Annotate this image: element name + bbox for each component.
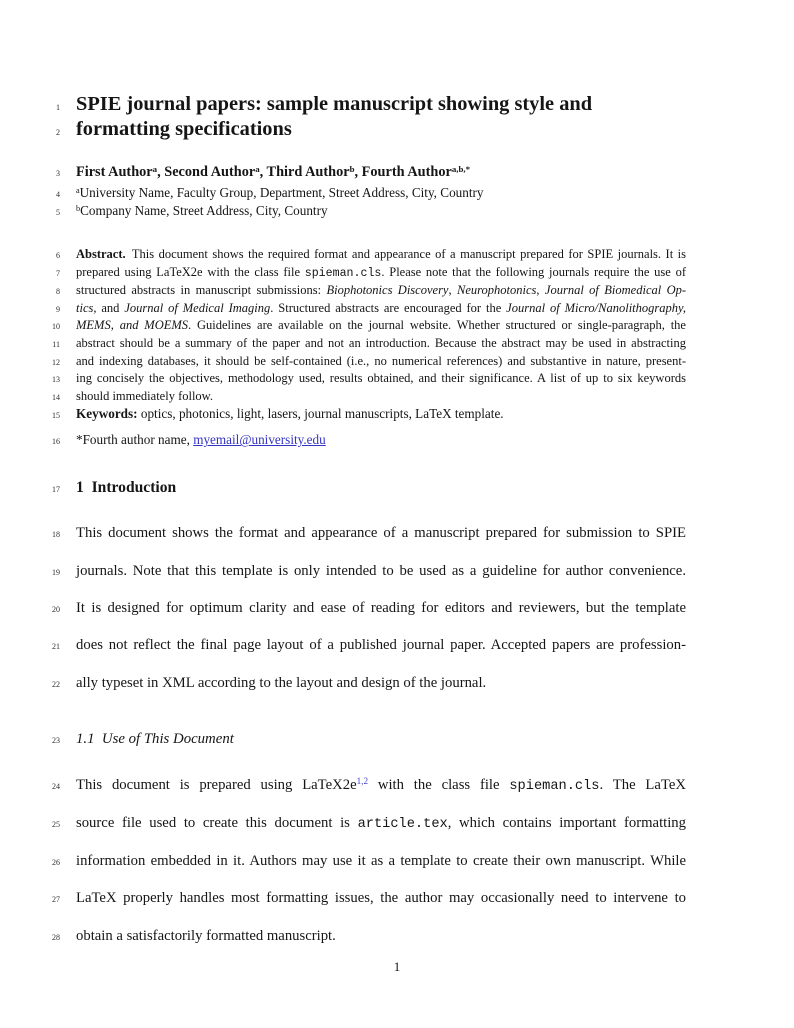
line-number: 21 [52, 642, 60, 652]
doc-line [0, 599, 794, 618]
line-number: 20 [52, 604, 60, 614]
line-content [76, 162, 686, 182]
doc-line [0, 776, 794, 796]
line-content [76, 117, 686, 142]
text-segment: This document is prepared using LaTeX2e [76, 776, 357, 793]
line-number: 3 [56, 169, 60, 178]
text-segment: optics, photonics, light, lasers, journal manuscripts, LaTeX template. [137, 406, 504, 422]
text-segment: source file used to create this document is [76, 814, 358, 831]
line-content [76, 353, 686, 371]
block-authors [0, 162, 794, 182]
block-section [0, 478, 794, 497]
doc-line [0, 852, 794, 871]
line-number: 13 [52, 375, 60, 385]
line-number: 11 [52, 339, 60, 349]
text-segment: 1 Introduction [76, 479, 177, 497]
text-segment: MEMS, and MOEMS [76, 318, 189, 333]
text-segment: a [76, 185, 80, 195]
text-segment: a,b,* [451, 163, 471, 174]
line-content [76, 814, 686, 834]
doc-line [0, 335, 794, 353]
text-segment: , Second Author [157, 164, 256, 180]
line-content [76, 388, 686, 406]
line-content [76, 335, 686, 353]
line-content [76, 776, 686, 796]
line-content [76, 730, 686, 749]
text-segment: Keywords: [76, 406, 138, 422]
doc-line [0, 405, 794, 422]
text-segment: should immediately follow. [76, 388, 214, 403]
text-segment: Journal of Micro/Nanolithography, [506, 300, 686, 315]
line-content [76, 317, 686, 335]
line-content [76, 184, 686, 202]
text-segment: , [536, 283, 545, 298]
line-content [76, 405, 686, 422]
line-number: 5 [56, 208, 60, 217]
line-number: 19 [52, 567, 60, 577]
text-segment: , and [93, 300, 125, 315]
text-segment: , Third Author [259, 164, 350, 180]
doc-line [0, 388, 794, 406]
line-content [76, 300, 686, 318]
line-number: 28 [52, 932, 60, 942]
text-segment: Neurophotonics [457, 283, 537, 298]
doc-line [0, 814, 794, 834]
line-number: 10 [52, 322, 60, 332]
text-segment: It is designed for optimum clarity and ease of reading for editors and reviewers, but the template [76, 599, 686, 616]
doc-line [0, 370, 794, 388]
line-content [76, 92, 686, 117]
text-segment: abstract should be a summary of the paper and not an introduction. Because the abstract may be used in abstracting [76, 335, 686, 350]
line-number: 26 [52, 858, 60, 868]
doc-line [0, 636, 794, 655]
text-segment: and indexing databases, it should be self-contained (i.e., no numerical references) and substantive in nature, present- [76, 353, 686, 368]
text-segment: tics [76, 300, 94, 315]
line-number: 25 [52, 819, 60, 829]
text-segment: prepared using LaTeX2e with the class file [76, 264, 305, 279]
text-segment: , which contains important formatting [447, 814, 686, 831]
block-keywords [0, 405, 794, 422]
text-segment: obtain a satisfactorily formatted manuscript. [76, 927, 336, 944]
text-segment: . Guidelines are available on the journal website. Whether structured or single-paragraph, the [188, 318, 686, 333]
block-abstract [0, 246, 794, 405]
email-link[interactable]: myemail@university.edu [193, 432, 326, 448]
text-segment: Biophotonics Discovery [326, 283, 449, 298]
text-segment: This document shows the format and appearance of a manuscript prepared for submission to SPIE [76, 525, 686, 542]
line-content [76, 524, 686, 543]
doc-line [0, 246, 794, 264]
doc-line [0, 562, 794, 581]
line-content [76, 636, 686, 655]
text-segment: article.tex [357, 816, 448, 832]
text-segment: does not reflect the final page layout of a published journal paper. Accepted papers are profession- [76, 637, 686, 654]
line-content [76, 599, 686, 618]
doc-line [0, 300, 794, 318]
line-content [76, 674, 686, 693]
text-segment: SPIE journal papers: sample manuscript showing style and [76, 93, 593, 115]
text-segment: spieman.cls [304, 266, 382, 280]
text-segment: , Fourth Author [354, 164, 452, 180]
text-segment: a [152, 163, 158, 174]
text-segment: University Name, Faculty Group, Department, Street Address, City, Country [79, 185, 484, 200]
line-content [76, 562, 686, 581]
doc-line [0, 524, 794, 543]
text-segment: . Structured abstracts are encouraged for the [270, 300, 507, 315]
line-content [76, 431, 686, 448]
line-number: 4 [56, 190, 60, 199]
citation-ref[interactable]: 1,2 [356, 775, 369, 786]
line-number: 17 [52, 485, 60, 495]
block-subsection [0, 730, 794, 749]
line-number: 24 [52, 781, 60, 791]
line-number: 14 [52, 392, 60, 402]
text-segment: LaTeX properly handles most formatting issues, the author may occasionally need to intervene to [76, 890, 686, 907]
doc-line [0, 162, 794, 182]
text-segment: . The LaTeX [599, 776, 686, 793]
doc-line [0, 353, 794, 371]
doc-line [0, 674, 794, 693]
doc-line [0, 264, 794, 283]
text-segment: This document shows the required format and appearance of a manuscript prepared for SPIE journals. It is [125, 247, 686, 261]
line-number: 18 [52, 530, 60, 540]
text-segment: , [448, 283, 457, 298]
text-segment: Journal of Biomedical Op- [544, 283, 687, 298]
doc-line [0, 889, 794, 908]
text-segment: journals. Note that this template is only intended to be used as a guideline for author convenience. [76, 562, 686, 579]
text-segment: spieman.cls [509, 778, 600, 794]
doc-line [0, 317, 794, 335]
text-segment: b [76, 203, 81, 213]
text-segment: structured abstracts in manuscript submissions: [76, 283, 327, 298]
text-segment: First Author [76, 164, 153, 180]
line-number: 12 [52, 357, 60, 367]
line-number: 27 [52, 895, 60, 905]
text-segment: Abstract. [76, 247, 126, 261]
text-segment: . Please note that the following journals require the use of [381, 264, 686, 279]
block-email [0, 431, 794, 448]
line-content [76, 889, 686, 908]
block-para [0, 776, 794, 946]
text-segment: formatting specifications [76, 118, 292, 140]
doc-line [0, 184, 794, 202]
line-content [76, 246, 686, 264]
line-number: 16 [52, 437, 60, 447]
doc-line [0, 202, 794, 220]
doc-line [0, 927, 794, 946]
block-title [0, 92, 794, 142]
line-number: 8 [56, 287, 60, 297]
line-number: 2 [56, 128, 60, 137]
block-para [0, 524, 794, 692]
doc-line [0, 92, 794, 117]
doc-line [0, 431, 794, 448]
text-segment: ing concisely the objectives, methodology used, results obtained, and their significance. A list of up to six keywords [76, 371, 686, 386]
text-segment: with the class file [368, 776, 510, 793]
line-number: 1 [56, 103, 60, 112]
line-number: 15 [52, 411, 60, 421]
doc-line [0, 478, 794, 497]
line-content [76, 927, 686, 946]
text-segment: ally typeset in XML according to the layout and design of the journal. [76, 674, 487, 691]
text-segment: *Fourth author name, [76, 432, 194, 448]
text-segment: information embedded in it. Authors may use it as a template to create their own manuscript. While [76, 853, 686, 870]
line-content [76, 264, 686, 283]
line-content [76, 852, 686, 871]
page-number: 1 [393, 958, 401, 974]
text-segment: b [349, 163, 355, 174]
line-number: 23 [52, 735, 60, 745]
text-segment: Journal of Medical Imaging [124, 300, 271, 315]
line-content [76, 202, 686, 220]
doc-line [0, 117, 794, 142]
line-content [76, 478, 686, 497]
line-content [76, 370, 686, 388]
doc-line [0, 730, 794, 749]
text-segment: a [255, 163, 260, 174]
line-number: 7 [56, 268, 60, 278]
text-segment: Company Name, Street Address, City, Country [80, 203, 328, 218]
doc-line [0, 282, 794, 300]
line-number: 22 [52, 679, 60, 689]
line-number: 9 [56, 304, 60, 314]
line-number: 6 [56, 251, 60, 260]
line-content [76, 282, 686, 300]
text-segment: 1.1 Use of This Document [76, 730, 234, 747]
block-affils [0, 184, 794, 220]
